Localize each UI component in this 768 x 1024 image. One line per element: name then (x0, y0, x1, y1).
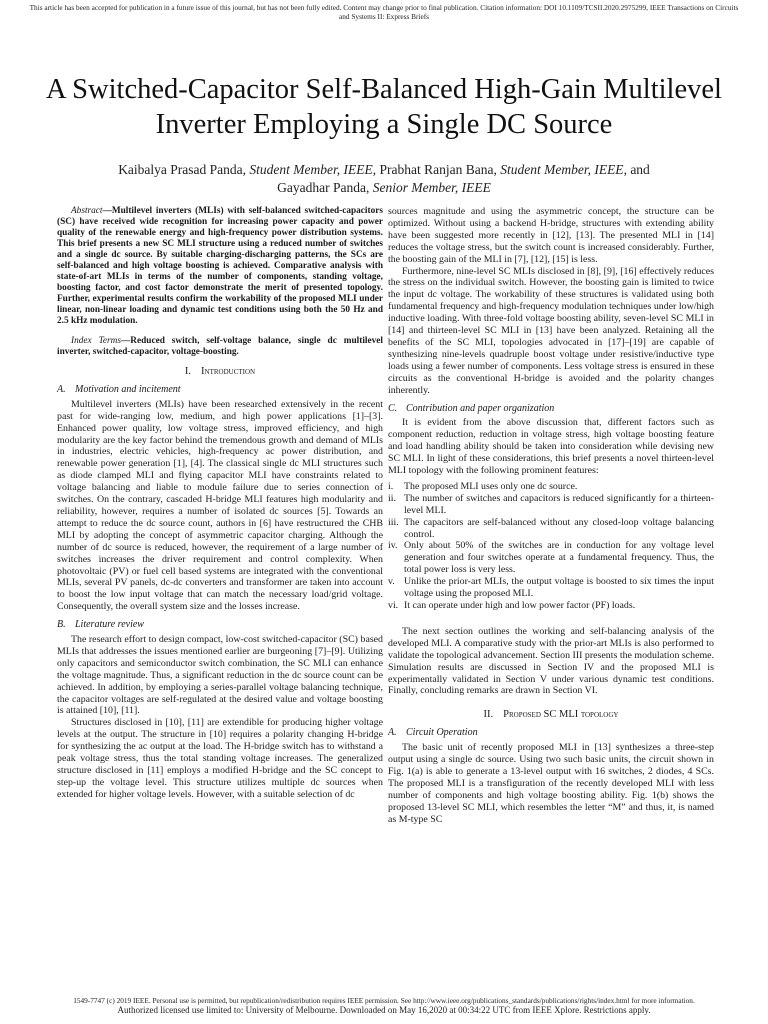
list-item (388, 481, 714, 493)
paragraph: Furthermore, nine-level SC MLIs disclosed in [8], [9], [16] effectively reduces the stress on the individual switch. However, the boosting gain is limited to twice the input dc voltage. The workability of these structures is validated using both fundamental frequency and high-frequency modulation techniques under low/high inductive loading. With three-fold voltage boosting ability, seven-level SC MLI in [14] and thirteen-level SC MLI in [13] have been analyzed. Retaining all the benefits of the SC MLI, topologies advocated in [17]–[19] are capable of synthesizing nine-levels quadruple boost voltage under resistive/inductive type loads using a fewer number of components. Less voltage stress is ensured in these circuits as the conventional H-bridge is avoided and the polarity changes inherently. (388, 265, 714, 396)
journal-notice: This article has been accepted for publication in a future issue of this journal, but has not been fully edited. Content may change prior to final publication. Citation information: DOI 10.1109/TCSII.2020.2975299, IEEE Transactions on Circuits and Systems II: Express Briefs (29, 3, 739, 21)
author-sep-1: , Prabhat Ranjan Bana, (372, 162, 501, 177)
subsection-title: Literature review (75, 619, 144, 631)
author-sep-2: , and (623, 162, 650, 177)
abstract-text: —Multilevel inverters (MLIs) with self-balanced switched-capacitors (SC) have received wide recognition for increasing power capacity and power quality of the renewable energy and high-frequency power distribution systems. This brief presents a new SC MLI structure using a reduced number of switches and a single dc source. By suitable charging-discharging patterns, the SCs are self-balanced and high voltage boosting is achieved. Comparative analysis with state-of-art MLIs in terms of the number of components, standing voltage, boosting factor, and cost factor demonstrate the merit of presented topology. Further, experimental results confirm the workability of the proposed MLI under linear, non-linear loading and dynamic test conditions using both the 50 Hz and 2.5 kHz modulation. (57, 206, 383, 326)
paragraph: The research effort to design compact, low-cost switched-capacitor (SC) based MLIs that addresses the issues mentioned earlier are burgeoning [7]–[9]. Utilizing only capacitors and semiconductor switch combination, the SC MLI can enhance the voltage magnitude. Thus, a significant reduction in the dc source count can be achieved. In addition, by employing a series-parallel voltage balancing technique, the capacitor voltages are self-regulated at the desired value and voltage boosting is attained [10], [11]. (57, 634, 383, 717)
paragraph: The basic unit of recently proposed MLI in [13] synthesizes a three-step output using a single dc source. Using two such basic units, the circuit shown in Fig. 1(a) is able to generate a 13-level output with 16 switches, 2 diodes, 4 SCs. The proposed MLI is a transfiguration of the recently developed MLI with less number of components and high voltage boosting ability. Fig. 1(b) shows the proposed 13-level SC MLI, which resembles the letter “M” and thus, it, is named as M-type SC (388, 742, 714, 825)
subsection-title: Contribution and paper organization (406, 402, 555, 414)
right-column (388, 206, 714, 826)
section-number: I. (184, 366, 192, 377)
section-heading-topology (388, 709, 714, 721)
list-item (388, 576, 714, 600)
author-3-role: Senior Member, IEEE (372, 180, 491, 195)
subsection-title: Motivation and incitement (75, 383, 181, 395)
list-text: The number of switches and capacitors is reduced significantly for a thirteen-level MLI. (404, 492, 714, 516)
abstract-label: Abstract (71, 206, 103, 216)
list-number: v. (388, 576, 395, 588)
paragraph: It is evident from the above discussion that, different factors such as component reduction, reduction in voltage stress, high voltage boosting feature and load handling ability should be taken into consideration while devising new SC MLI. In light of these considerations, this brief presents a novel thirteen-level MLI topology with the following prominent features: (388, 417, 714, 477)
section-title: Introduction (201, 366, 256, 377)
subsection-heading-circuit-operation (388, 727, 714, 739)
list-text: It can operate under high and low power factor (PF) loads. (404, 600, 636, 611)
subsection-heading-motivation (57, 384, 383, 396)
list-item (388, 600, 714, 612)
index-terms (57, 336, 383, 358)
index-terms-text: —Reduced switch, self-voltage balance, single dc multilevel inverter, switched-capacitor, voltage-boosting. (57, 336, 383, 357)
paragraph: The next section outlines the working and self-balancing analysis of the developed MLI. A comparative study with the prior-art MLIs is also performed to validate the topological advancement. Section III presents the modulation scheme. Simulation results are discussed in Section IV and the proposed MLI is experimentally validated in Section V under various dynamic test conditions. Finally, concluding remarks are drawn in Section VI. (388, 625, 714, 697)
list-item (388, 493, 714, 517)
index-terms-label: Index Terms (71, 336, 121, 346)
list-item (388, 540, 714, 576)
list-text: The proposed MLI uses only one dc source. (404, 480, 578, 492)
section-number: II. (483, 709, 494, 721)
list-text: Only about 50% of the switches are in conduction for any voltage level generation and four switches operate at a fundamental frequency. Thus, the total power loss is very less. (404, 540, 714, 576)
subsection-title: Circuit Operation (406, 727, 478, 739)
author-3-name: Gayadhar Panda, (277, 180, 373, 195)
feature-list (388, 481, 714, 612)
section-heading-introduction (57, 366, 383, 378)
abstract (57, 206, 383, 327)
subsection-letter: A. (57, 383, 66, 395)
license-footer: Authorized licensed use limited to: University of Melbourne. Downloaded on May 16,2020 at 00:34:22 UTC from IEEE Xplore. Restrictions apply. (117, 1005, 651, 1015)
list-text: The capacitors are self-balanced without any closed-loop voltage balancing control. (404, 516, 714, 540)
paragraph: Multilevel inverters (MLIs) have been researched extensively in the recent past for wide-ranging low, medium, and high power applications [1]–[3]. Enhanced power quality, low voltage stress, improved efficiency, and high modularity are the key factor behind the tremendous growth and demand of MLIs in industries, electric vehicles, high-frequency ac power distribution, and renewable power generation [1], [4]. The classical single dc MLI structures such as diode clamped MLI and flying capacitor MLI have constraints related to voltage balancing and liable to module failure due to series connection of switches. On the contrary, cascaded H-bridge MLI features high modularity and reliability, however, requires a number of isolated dc sources [5]. Towards an attempt to reduce the dc source count, authors in [6] have restructured the CHB MLI by adopting the concept of asymmetric capacitor charging. Although the number of dc source is reduced, however, the requirement of a large number of switches increases the driver requirement and control complexity. When photovoltaic (PV) or fuel cell based systems are integrated with the conventional MLIs, several PV panels, dc-dc converters and transformer are taken into account to boost the low input voltage that can match the necessary load/grid voltage. Consequently, the overall system size and the losses increase. (57, 398, 383, 613)
author-1-role: Student Member, IEEE (249, 162, 373, 177)
list-item (388, 517, 714, 541)
list-number: iv. (388, 540, 398, 552)
subsection-letter: C. (388, 402, 398, 414)
list-text: Unlike the prior-art MLIs, the output voltage is boosted to six times the input voltage using the proposed MLI. (404, 576, 714, 600)
copyright-footer: 1549-7747 (c) 2019 IEEE. Personal use is permitted, but republication/redistribution requires IEEE permission. See http://www.ieee.org/publications_standards/publications/rights/index.html for more information. (73, 996, 695, 1005)
subsection-heading-contribution (388, 403, 714, 415)
author-list (60, 161, 708, 197)
paragraph: Structures disclosed in [10], [11] are extendible for producing higher voltage levels at the output. The structure in [10] requires a polarity changing H-bridge for synthesizing the ac output at the load. The H-bridge switch has to withstand a peak voltage stress, thus the total standing voltage increases. The generalized structure disclosed in [11] employs a modified H-bridge and the SC concept to step-up the voltage level. This structure utilizes multiple dc sources when extended for higher voltage levels. However, with a suitable selection of dc (57, 717, 383, 800)
list-number: iii. (388, 516, 399, 528)
left-column (57, 206, 383, 801)
subsection-letter: A. (388, 727, 397, 739)
author-1-name: Kaibalya Prasad Panda, (118, 162, 250, 177)
subsection-heading-literature (57, 619, 383, 631)
list-number: ii. (388, 492, 396, 504)
list-number: vi. (388, 600, 399, 611)
subsection-letter: B. (57, 619, 66, 631)
paper-title: A Switched-Capacitor Self-Balanced High-Gain Multilevel Inverter Employing a Single DC Source (46, 74, 722, 140)
list-number: i. (388, 480, 394, 492)
section-title: Proposed SC MLI topology (503, 709, 619, 721)
author-2-role: Student Member, IEEE (500, 162, 624, 177)
paragraph: sources magnitude and using the asymmetric concept, the structure can be optimized. Without using a backend H-bridge, structures with extending ability have been suggested more recently in [12], [13]. The presented MLI in [14] reduces the voltage stress, but the switch count is increased considerably. Further, the boosting gain of the MLI in [7], [12], [15] is less. (388, 206, 714, 265)
